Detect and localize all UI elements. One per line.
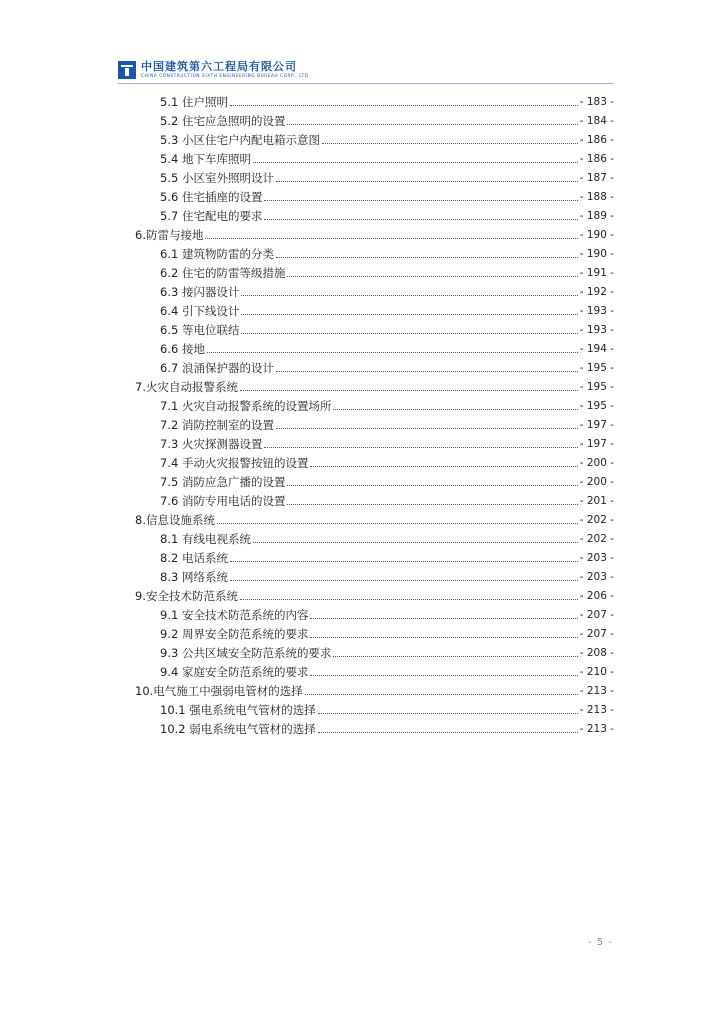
toc-entry-label: 5.1 住户照明 — [160, 95, 228, 109]
toc-entry-label: 5.6 住宅插座的设置 — [160, 190, 263, 204]
toc-entry[interactable] — [160, 641, 614, 660]
toc-entry-page: - 188 - — [579, 191, 614, 203]
toc-entry-page: - 207 - — [579, 628, 614, 640]
toc-leader-dots — [276, 428, 578, 429]
company-name-en: CHINA CONSTRUCTION SIXTH ENGINEERING BUREAU CORP., LTD — [141, 73, 309, 78]
toc-entry-page: - 195 - — [579, 381, 614, 393]
toc-entry[interactable] — [160, 717, 614, 736]
toc-entry-label: 6.4 引下线设计 — [160, 304, 240, 318]
toc-entry[interactable] — [160, 451, 614, 470]
toc-leader-dots — [318, 732, 578, 733]
toc-entry-label: 7.3 火灾探测器设置 — [160, 437, 263, 451]
toc-entry-label: 5.3 小区住宅户内配电箱示意图 — [160, 133, 320, 147]
toc-entry-page: - 208 - — [579, 647, 614, 659]
toc-leader-dots — [207, 352, 578, 353]
toc-entry-page: - 213 - — [579, 704, 614, 716]
toc-entry-page: - 197 - — [579, 438, 614, 450]
toc-leader-dots — [287, 124, 577, 125]
toc-entry-label: 10.电气施工中强弱电管材的选择 — [135, 684, 303, 698]
toc-leader-dots — [310, 466, 577, 467]
toc-leader-dots — [253, 542, 578, 543]
toc-entry-label: 6.2 住宅的防雷等级措施 — [160, 266, 286, 280]
toc-entry[interactable] — [160, 565, 614, 584]
toc-entry-label: 10.2 弱电系统电气管材的选择 — [160, 722, 316, 736]
toc-entry-page: - 197 - — [579, 419, 614, 431]
toc-entry-page: - 192 - — [579, 286, 614, 298]
toc-entry-page: - 210 - — [579, 666, 614, 678]
toc-entry-page: - 203 - — [579, 552, 614, 564]
toc-entry-label: 9.1 安全技术防范系统的内容 — [160, 608, 309, 622]
toc-entry[interactable] — [160, 470, 614, 489]
toc-entry[interactable] — [160, 128, 614, 147]
toc-leader-dots — [310, 675, 577, 676]
toc-entry-label: 6.1 建筑物防雷的分类 — [160, 247, 274, 261]
toc-leader-dots — [287, 276, 577, 277]
toc-entry-label: 6.6 接地 — [160, 342, 205, 356]
toc-entry[interactable] — [160, 394, 614, 413]
toc-entry-page: - 203 - — [579, 571, 614, 583]
toc-leader-dots — [287, 504, 577, 505]
toc-entry-label: 5.5 小区室外照明设计 — [160, 171, 274, 185]
header-divider — [118, 83, 614, 84]
toc-entry-page: - 186 - — [579, 134, 614, 146]
toc-leader-dots — [240, 599, 578, 600]
toc-entry[interactable] — [160, 356, 614, 375]
toc-entry-label: 6.7 浪涌保护器的设计 — [160, 361, 274, 375]
toc-entry-page: - 183 - — [579, 96, 614, 108]
toc-entry-page: - 200 - — [579, 476, 614, 488]
toc-entry[interactable] — [160, 166, 614, 185]
toc-entry[interactable] — [160, 204, 614, 223]
toc-entry-label: 9.安全技术防范系统 — [135, 589, 238, 603]
toc-entry[interactable] — [160, 603, 614, 622]
toc-entry[interactable] — [160, 280, 614, 299]
toc-entry[interactable] — [135, 375, 614, 394]
toc-leader-dots — [276, 181, 578, 182]
toc-leader-dots — [276, 371, 578, 372]
toc-entry-page: - 189 - — [579, 210, 614, 222]
toc-leader-dots — [253, 162, 578, 163]
toc-leader-dots — [318, 713, 578, 714]
toc-entry-page: - 213 - — [579, 685, 614, 697]
toc-entry-label: 9.2 周界安全防范系统的要求 — [160, 627, 309, 641]
toc-entry-label: 6.3 接闪器设计 — [160, 285, 240, 299]
toc-entry[interactable] — [160, 90, 614, 109]
toc-entry[interactable] — [160, 546, 614, 565]
toc-entry-label: 5.4 地下车库照明 — [160, 152, 251, 166]
toc-entry[interactable] — [160, 109, 614, 128]
toc-entry[interactable] — [160, 147, 614, 166]
toc-leader-dots — [230, 561, 578, 562]
toc-entry-label: 6.5 等电位联结 — [160, 323, 240, 337]
page-number: - 5 - — [588, 937, 613, 948]
toc-entry-label: 8.信息设施系统 — [135, 513, 215, 527]
toc-leader-dots — [322, 143, 578, 144]
toc-leader-dots — [230, 580, 578, 581]
toc-entry-label: 8.1 有线电视系统 — [160, 532, 251, 546]
toc-entry[interactable] — [160, 413, 614, 432]
toc-leader-dots — [264, 219, 577, 220]
toc-entry-page: - 186 - — [579, 153, 614, 165]
toc-leader-dots — [333, 409, 577, 410]
toc-leader-dots — [241, 314, 577, 315]
toc-entry[interactable] — [160, 660, 614, 679]
toc-leader-dots — [305, 694, 578, 695]
company-name-block — [141, 61, 309, 79]
toc-entry-page: - 207 - — [579, 609, 614, 621]
toc-entry-label: 8.2 电话系统 — [160, 551, 228, 565]
toc-entry[interactable] — [160, 698, 614, 717]
toc-entry-page: - 213 - — [579, 723, 614, 735]
toc-entry-label: 7.6 消防专用电话的设置 — [160, 494, 286, 508]
toc-entry-page: - 195 - — [579, 400, 614, 412]
toc-entry-label: 6.防雷与接地 — [135, 228, 204, 242]
toc-leader-dots — [310, 618, 577, 619]
toc-leader-dots — [241, 333, 577, 334]
toc-entry[interactable] — [135, 508, 614, 527]
toc-leader-dots — [333, 656, 577, 657]
toc-leader-dots — [264, 447, 577, 448]
toc-leader-dots — [287, 485, 577, 486]
toc-entry-page: - 194 - — [579, 343, 614, 355]
toc-entry-page: - 191 - — [579, 267, 614, 279]
company-name-cn: 中国建筑第六工程局有限公司 — [141, 60, 297, 73]
toc-entry-label: 8.3 网络系统 — [160, 570, 228, 584]
toc-entry-label: 7.1 火灾自动报警系统的设置场所 — [160, 399, 332, 413]
toc-entry-page: - 200 - — [579, 457, 614, 469]
toc-entry-label: 7.4 手动火灾报警按钮的设置 — [160, 456, 309, 470]
toc-leader-dots — [205, 238, 577, 239]
toc-entry-label: 7.5 消防应急广播的设置 — [160, 475, 286, 489]
toc-entry-label: 5.7 住宅配电的要求 — [160, 209, 263, 223]
toc-entry-label: 7.火灾自动报警系统 — [135, 380, 238, 394]
toc-entry-page: - 193 - — [579, 324, 614, 336]
toc-leader-dots — [310, 637, 577, 638]
toc-entry[interactable] — [135, 223, 614, 242]
toc-entry-page: - 201 - — [579, 495, 614, 507]
toc-entry-page: - 184 - — [579, 115, 614, 127]
toc-entry[interactable] — [160, 337, 614, 356]
toc-leader-dots — [217, 523, 578, 524]
toc-entry-page: - 202 - — [579, 533, 614, 545]
toc-entry[interactable] — [160, 299, 614, 318]
toc-leader-dots — [240, 390, 578, 391]
toc-entry[interactable] — [160, 242, 614, 261]
toc-entry-label: 9.3 公共区域安全防范系统的要求 — [160, 646, 332, 660]
toc-entry-page: - 195 - — [579, 362, 614, 374]
company-header — [118, 59, 309, 81]
toc-entry-page: - 187 - — [579, 172, 614, 184]
toc-entry[interactable] — [160, 527, 614, 546]
toc-entry-label: 10.1 强电系统电气管材的选择 — [160, 703, 316, 717]
toc-entry-label: 7.2 消防控制室的设置 — [160, 418, 274, 432]
toc-entry-label: 5.2 住宅应急照明的设置 — [160, 114, 286, 128]
company-logo-icon — [118, 61, 136, 79]
toc-entry[interactable] — [135, 679, 614, 698]
toc-entry[interactable] — [160, 261, 614, 280]
toc-leader-dots — [241, 295, 577, 296]
toc-entry-page: - 190 - — [579, 229, 614, 241]
toc-leader-dots — [230, 105, 578, 106]
toc-entry-page: - 190 - — [579, 248, 614, 260]
toc-entry[interactable] — [160, 185, 614, 204]
toc-entry[interactable] — [160, 432, 614, 451]
toc-entry-page: - 202 - — [579, 514, 614, 526]
toc-leader-dots — [276, 257, 578, 258]
toc-entry-page: - 193 - — [579, 305, 614, 317]
toc-entry[interactable] — [160, 489, 614, 508]
toc-entry[interactable] — [135, 584, 614, 603]
toc-entry[interactable] — [160, 318, 614, 337]
toc-entry-page: - 206 - — [579, 590, 614, 602]
toc-entry-label: 9.4 家庭安全防范系统的要求 — [160, 665, 309, 679]
toc-entry[interactable] — [160, 622, 614, 641]
toc-leader-dots — [264, 200, 577, 201]
